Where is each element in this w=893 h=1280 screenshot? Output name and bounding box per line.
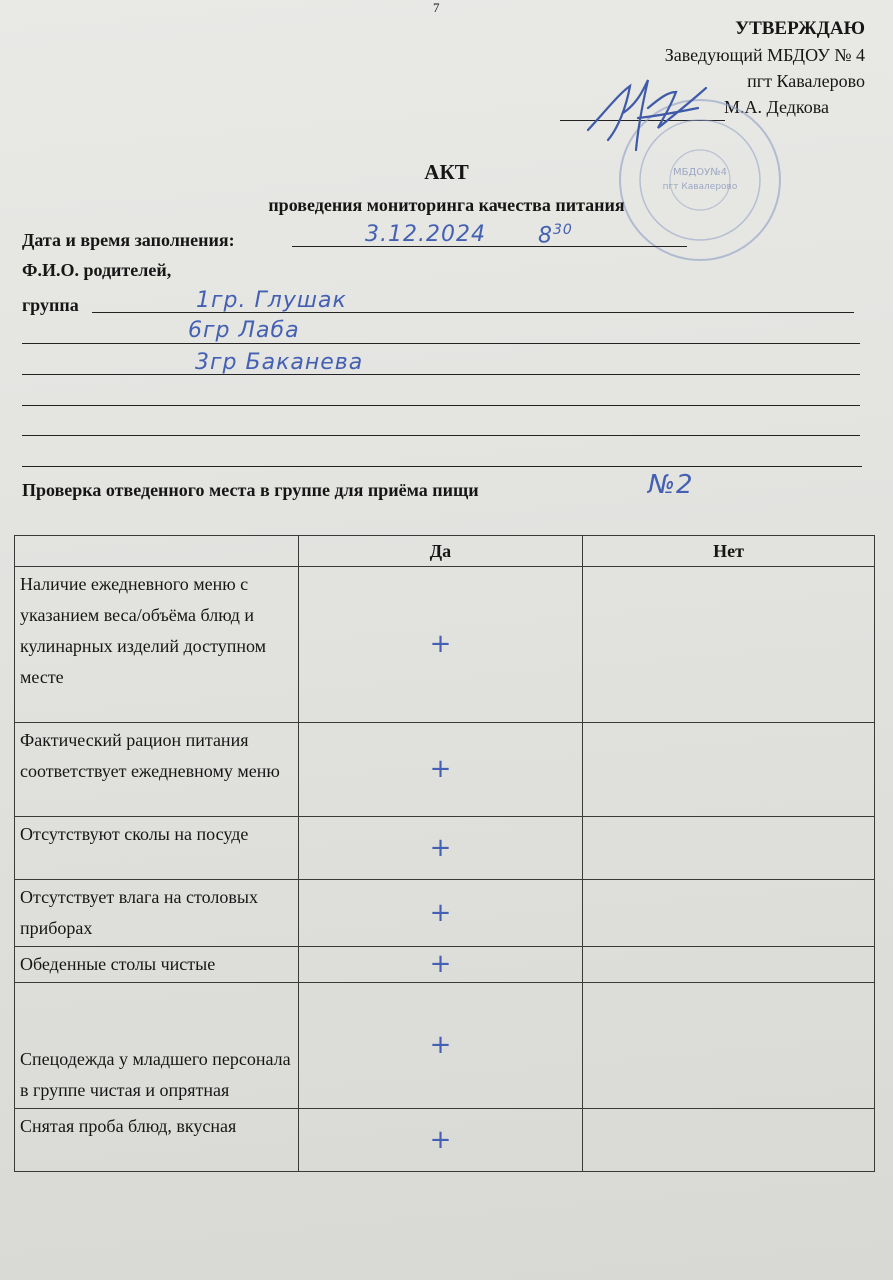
parent-3: 3гр Баканева <box>195 350 364 375</box>
col-header-no: Нет <box>583 536 875 567</box>
row-yes-mark: + <box>299 567 583 723</box>
act-subtitle: проведения мониторинга качества питания <box>268 195 625 215</box>
seal-text-2: пгт Кавалерово <box>662 182 738 192</box>
check-number-handwritten: №2 <box>648 470 694 500</box>
parent-2: 6гр Лаба <box>188 318 300 343</box>
row-item: Фактический рацион питания соответствует ежедневному меню <box>15 723 299 817</box>
approval-position: Заведующий МБДОУ № 4 <box>664 45 865 65</box>
row-item: Наличие ежедневного меню с указанием веса/объёма блюд и кулинарных изделий доступном месте <box>15 567 299 723</box>
check-heading: Проверка отведенного места в группе для приёма пищи <box>22 480 479 500</box>
table-header-row <box>15 536 875 567</box>
row-no <box>583 983 875 1109</box>
row-item: Обеденные столы чистые <box>15 947 299 983</box>
row-yes-mark: + <box>299 983 583 1109</box>
approval-signatory: М.А. Дедкова <box>724 97 829 117</box>
row-no <box>583 567 875 723</box>
parents-label: Ф.И.О. родителей, <box>22 260 172 280</box>
row-no <box>583 947 875 983</box>
group-line-6 <box>22 466 862 467</box>
time-minutes: 30 <box>553 222 573 238</box>
approval-title: УТВЕРЖДАЮ <box>735 18 865 39</box>
row-no <box>583 817 875 880</box>
time-handwritten <box>538 222 573 248</box>
group-line-5 <box>22 435 860 436</box>
group-label: группа <box>22 295 79 315</box>
table-row <box>15 880 875 947</box>
col-header-item <box>15 536 299 567</box>
row-item: Отсутствует влага на столовых приборах <box>15 880 299 947</box>
handwritten-signature <box>578 68 718 163</box>
act-title: АКТ <box>424 160 469 184</box>
table-row <box>15 983 875 1109</box>
row-yes-mark: + <box>299 947 583 983</box>
row-no <box>583 880 875 947</box>
group-line-2 <box>22 343 860 344</box>
table-row <box>15 947 875 983</box>
row-item: Снятая проба блюд, вкусная <box>15 1109 299 1172</box>
row-yes-mark: + <box>299 1109 583 1172</box>
row-yes-mark: + <box>299 880 583 947</box>
time-hour: 8 <box>538 223 553 249</box>
group-line-4 <box>22 405 860 406</box>
parent-1: 1гр. Глушак <box>196 288 347 313</box>
table-row <box>15 567 875 723</box>
datetime-label: Дата и время заполнения: <box>22 230 235 250</box>
table-row <box>15 817 875 880</box>
col-header-yes: Да <box>299 536 583 567</box>
table-row <box>15 1109 875 1172</box>
datetime-handwritten: 3.12.2024 <box>365 222 486 247</box>
row-yes-mark: + <box>299 817 583 880</box>
seal-text-1: МБДОУ№4 <box>672 167 728 178</box>
page-number: 7 <box>433 0 440 15</box>
table-row <box>15 723 875 817</box>
row-no <box>583 723 875 817</box>
datetime-line <box>292 246 687 247</box>
row-yes-mark: + <box>299 723 583 817</box>
group-line-3 <box>22 374 860 375</box>
row-item: Отсутствуют сколы на посуде <box>15 817 299 880</box>
check-table <box>14 535 875 1172</box>
row-item: Спецодежда у младшего персонала в группе чистая и опрятная <box>15 983 299 1109</box>
approval-location: пгт Кавалерово <box>747 71 865 91</box>
row-no <box>583 1109 875 1172</box>
